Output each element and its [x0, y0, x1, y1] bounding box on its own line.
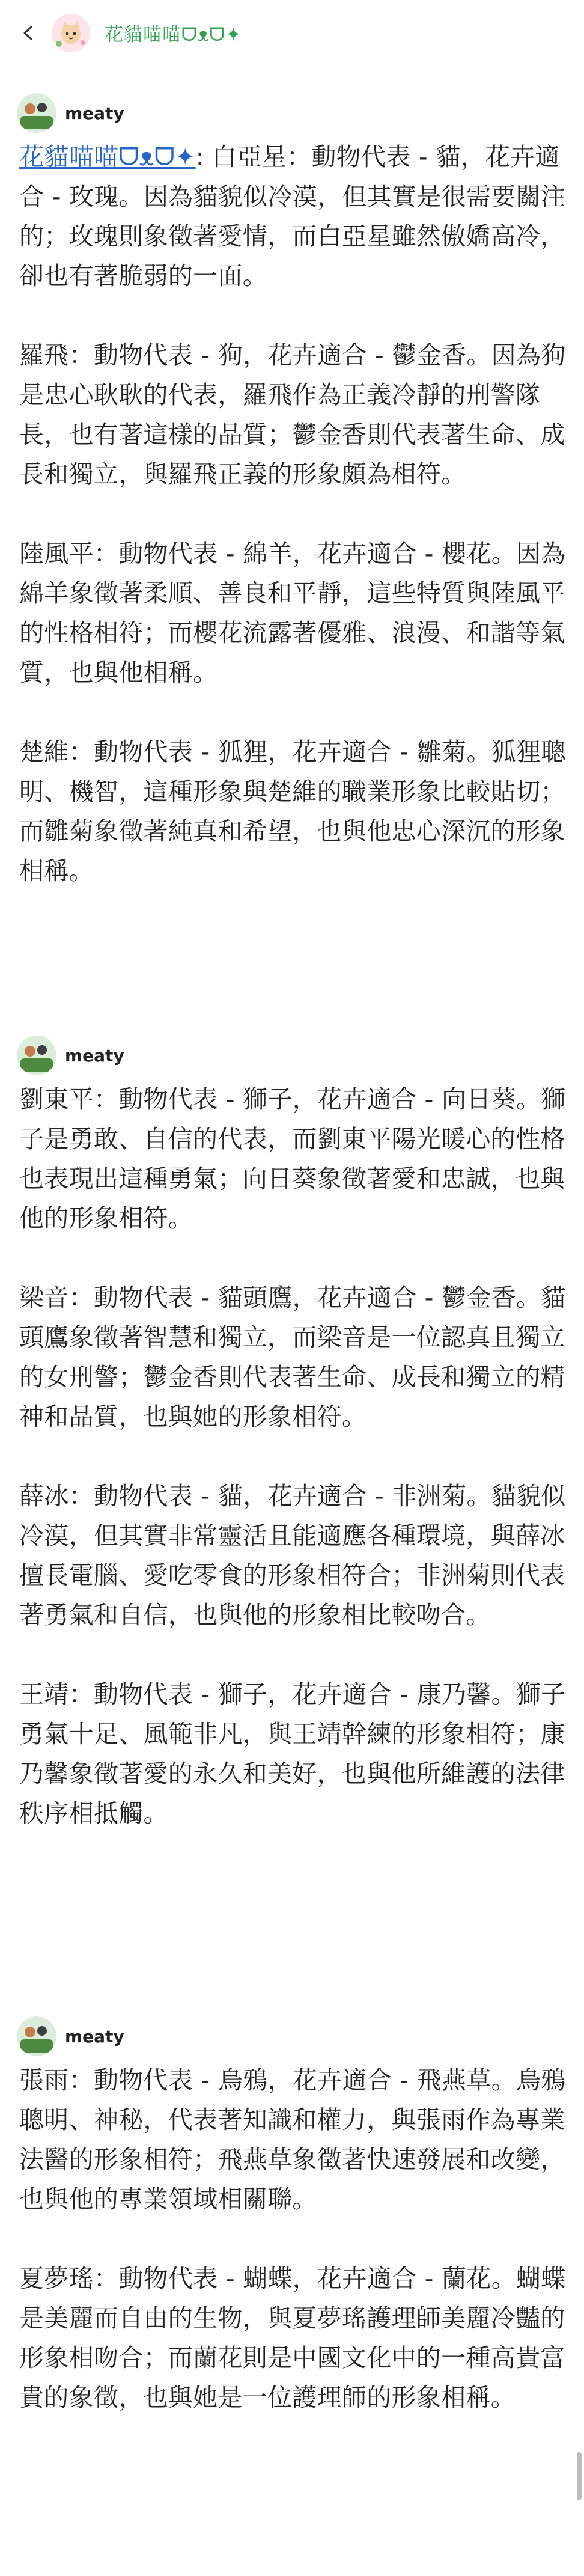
message-paragraph: 羅飛：動物代表 - 狗，花卉適合 - 鬱金香。因為狗是忠心耿耿的代表，羅飛作為正義冷靜的刑警隊長，也有著這樣的品質；鬱金香則代表著生命、成長和獨立，與羅飛正義的形象頗為相符。 [19, 341, 566, 489]
username[interactable]: meaty [65, 2026, 124, 2046]
message-paragraph: 王靖：動物代表 - 獅子，花卉適合 - 康乃馨。獅子勇氣十足、風範非凡，與王靖幹練的形象相符；康乃馨象徵著愛的永久和美好，也與他所維護的法律秩序相抵觸。 [19, 1680, 566, 1828]
message-paragraph: 夏夢瑤：動物代表 - 蝴蝶，花卉適合 - 蘭花。蝴蝶是美麗而自由的生物，與夏夢瑤護理師美麗冷豔的形象相吻合；而蘭花則是中國文化中的一種高貴富貴的象徵，也與她是一位護理師的形象相稱。 [19, 2264, 566, 2412]
chat-header [0, 0, 584, 66]
message-paragraph: 劉東平：動物代表 - 獅子，花卉適合 - 向日葵。獅子是勇敢、自信的代表，而劉東平陽光暖心的性格也表現出這種勇氣；向日葵象徵著愛和忠誠，也與他的形象相符。 [19, 1085, 566, 1233]
message-paragraph: 楚維：動物代表 - 狐狸，花卉適合 - 雛菊。狐狸聰明、機智，這種形象與楚維的職業形象比較貼切；而雛菊象徵著純真和希望，也與他忠心深沉的形象相稱。 [19, 737, 566, 885]
mention-link[interactable]: 花貓喵喵ᗜᴥᗜ✦ [19, 142, 196, 171]
back-arrow-icon[interactable] [20, 25, 36, 41]
user-avatar[interactable] [17, 2016, 56, 2056]
message-body [0, 2060, 584, 2417]
message-paragraph: 陸風平：動物代表 - 綿羊，花卉適合 - 櫻花。因為綿羊象徵著柔順、善良和平靜，這些特質與陸風平的性格相符；而櫻花流露著優雅、浪漫、和諧等氣質，也與他相稱。 [19, 539, 566, 687]
message-meta [0, 91, 584, 135]
user-avatar-icon [17, 93, 56, 133]
paragraph-text: : 白亞星：動物代表 - 貓，花卉適合 - 玫瑰。因為貓貌似冷漠，但其實是很需要關注的；玫瑰則象徵著愛情，而白亞星雖然傲嬌高冷，卻也有著脆弱的一面。 [19, 142, 566, 290]
user-avatar-icon [17, 1036, 56, 1075]
message-paragraph: 張雨：動物代表 - 烏鴉，花卉適合 - 飛燕草。烏鴉聰明、神秘，代表著知識和權力，與張雨作為專業法醫的形象相符；飛燕草象徵著快速發展和改變，也與他的專業領域相關聯。 [19, 2066, 566, 2214]
scrollbar[interactable] [577, 2452, 582, 2500]
user-avatar-icon [17, 2016, 56, 2056]
message-post-3 [0, 2015, 584, 2417]
message-paragraph [19, 137, 567, 296]
message-paragraph: 梁音：動物代表 - 貓頭鷹，花卉適合 - 鬱金香。貓頭鷹象徵著智慧和獨立，而梁音是一位認真且獨立的女刑警；鬱金香則代表著生命、成長和獨立的精神和品質，也與她的形象相符。 [19, 1283, 566, 1431]
message-meta [0, 1034, 584, 1077]
user-avatar[interactable] [17, 1036, 56, 1075]
cat-avatar-icon [52, 14, 90, 52]
user-avatar[interactable] [17, 93, 56, 133]
username[interactable]: meaty [65, 103, 124, 123]
username[interactable]: meaty [65, 1045, 124, 1066]
message-meta [0, 2015, 584, 2058]
message-paragraph: 薛冰：動物代表 - 貓，花卉適合 - 非洲菊。貓貌似冷漠，但其實非常靈活且能適應各種環境，與薛冰擅長電腦、愛吃零食的形象相符合；非洲菊則代表著勇氣和自信，也與他的形象相比較吻合。 [19, 1482, 566, 1629]
message-post-2 [0, 1034, 584, 1833]
message-post-1 [0, 91, 584, 891]
channel-avatar[interactable] [52, 14, 90, 52]
message-body [0, 1079, 584, 1833]
message-body [0, 137, 584, 891]
channel-title: 花貓喵喵ᗜᴥᗜ✦ [105, 24, 242, 46]
